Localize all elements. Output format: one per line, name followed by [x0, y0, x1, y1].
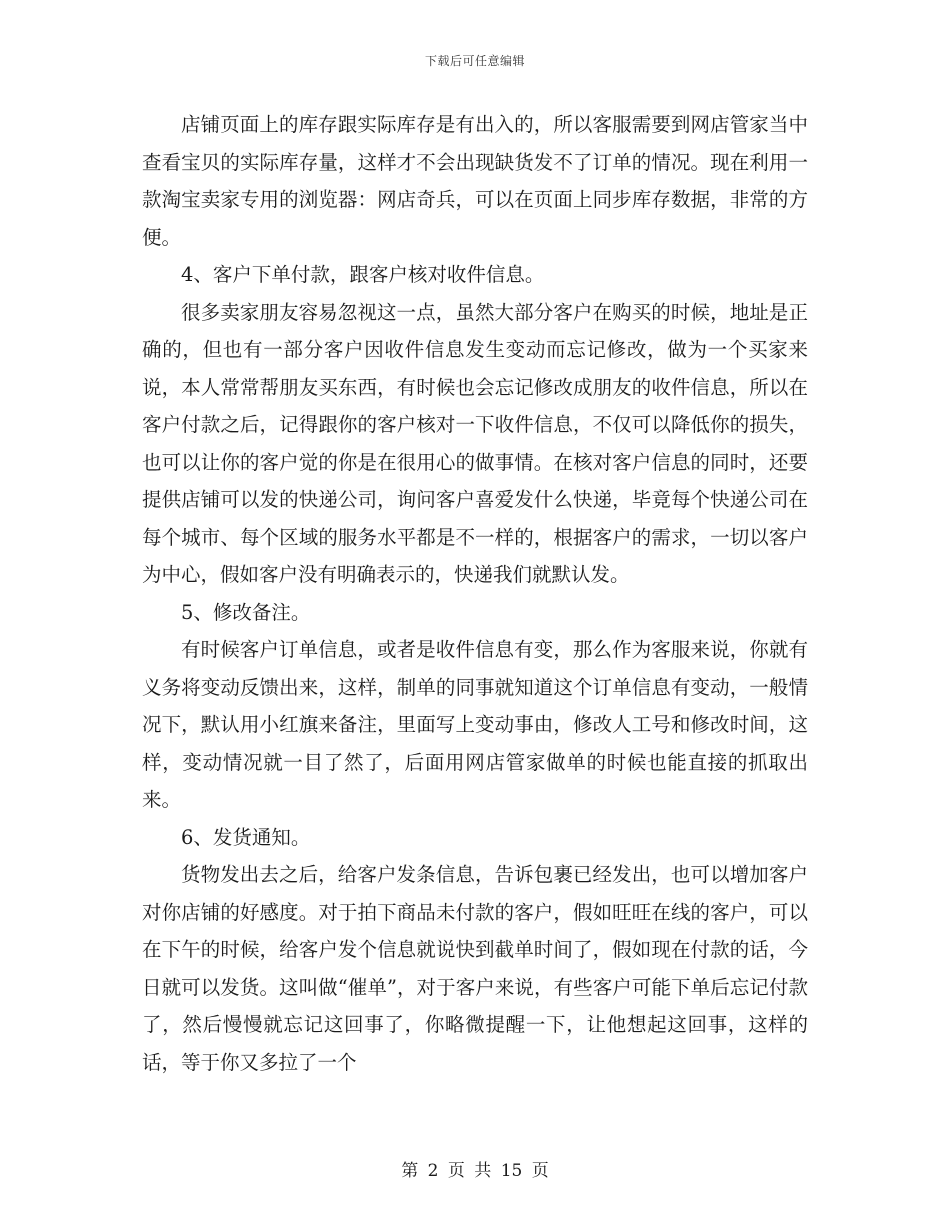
paragraph-inventory: 店铺页面上的库存跟实际库存是有出入的，所以客服需要到网店管家当中查看宝贝的实际库存量，这样才不会出现缺货发不了订单的情况。现在利用一款淘宝卖家专用的浏览器：网店奇兵，可以在页面上同步库存数据，非常的方便。 [142, 113, 808, 249]
heading-step-4: 4、客户下单付款，跟客户核对收件信息。 [181, 263, 545, 286]
heading-step-6: 6、发货通知。 [181, 825, 311, 849]
document-body [142, 106, 808, 1081]
paragraph-shipping-notice: 货物发出去之后，给客户发条信息，告诉包裹已经发出，也可以增加客户对你店铺的好感度。对于拍下商品未付款的客户，假如旺旺在线的客户，可以在下午的时候，给客户发个信息就说快到截单时间了，假如现在付款的话，今日就可以发货。这叫做“催单”，对于客户来说，有些客户可能下单后忘记付款了，然后慢慢就忘记这回事了，你略微提醒一下，让他想起这回事，这样的话，等于你又多拉了一个 [142, 863, 808, 1074]
page-header: 下载后可任意编辑 [424, 54, 525, 68]
page-number: 第 2 页 共 15 页 [401, 1161, 549, 1181]
paragraph-modify-notes: 有时候客户订单信息，或者是收件信息有变，那么作为客服来说，你就有义务将变动反馈出来，这样，制单的同事就知道这个订单信息有变动，一般情况下，默认用小红旗来备注，里面写上变动事由，修改人工号和修改时间，这样，变动情况就一目了然了，后面用网店管家做单的时候也能直接的抓取出来。 [142, 638, 808, 811]
paragraph-verify-address: 很多卖家朋友容易忽视这一点，虽然大部分客户在购买的时候，地址是正确的，但也有一部分客户因收件信息发生变动而忘记修改，做为一个买家来说，本人常常帮朋友买东西，有时候也会忘记修改成朋友的收件信息，所以在客户付款之后，记得跟你的客户核对一下收件信息，不仅可以降低你的损失，也可以让你的客户觉的你是在很用心的做事情。在核对客户信息的同时，还要提供店铺可以发的快递公司，询问客户喜爱发什么快递，毕竟每个快递公司在每个城市、每个区域的服务水平都是不一样的，根据客户的需求，一切以客户为中心，假如客户没有明确表示的，快递我们就默认发。 [142, 300, 808, 586]
heading-step-5: 5、修改备注。 [181, 600, 311, 624]
